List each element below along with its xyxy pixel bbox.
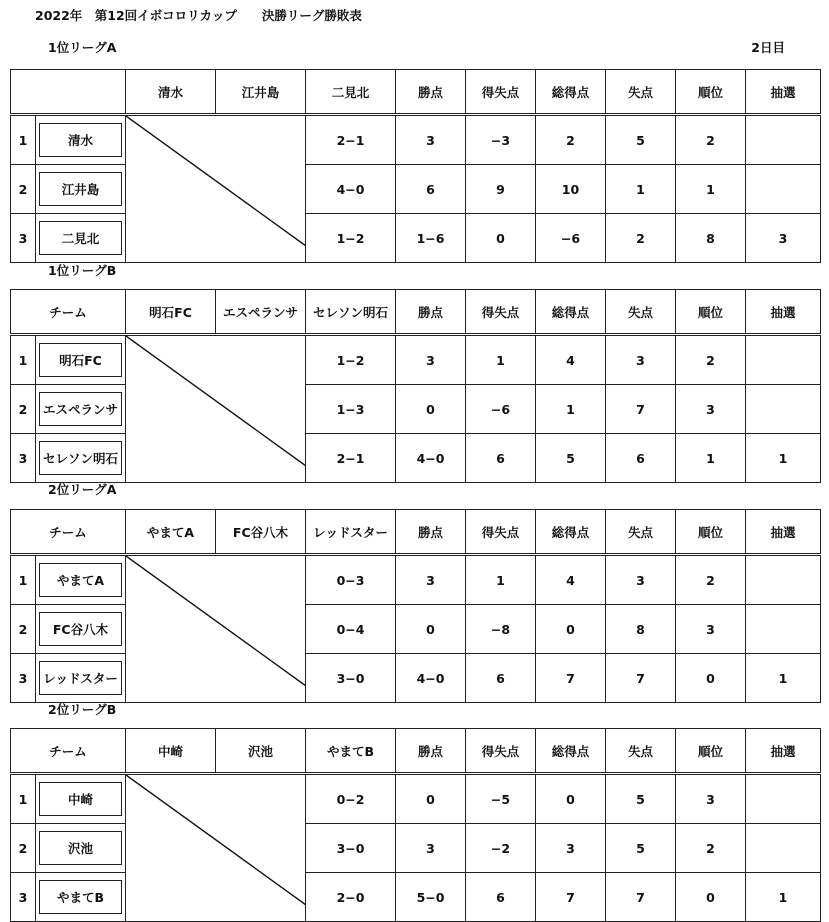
stat-value	[746, 774, 821, 824]
stat-value: 1	[466, 335, 536, 385]
match-result: 1−2	[306, 335, 396, 385]
stat-value: 3	[676, 385, 746, 434]
opponent-header: 沢池	[216, 729, 306, 774]
league-table	[10, 728, 821, 922]
match-result: 4−0	[396, 434, 466, 483]
team-cell	[36, 335, 126, 385]
stat-value: 2	[676, 115, 746, 165]
team-name: やまてB	[39, 880, 122, 914]
stat-value: 3	[536, 824, 606, 873]
stat-value: 5	[606, 824, 676, 873]
team-name: 中崎	[39, 782, 122, 816]
opponent-header: 二見北	[306, 70, 396, 115]
team-name: やまてA	[39, 563, 122, 597]
stat-value: 0	[676, 654, 746, 703]
stat-value: 9	[466, 165, 536, 214]
stat-header: 総得点	[536, 510, 606, 555]
team-name: 二見北	[39, 221, 122, 255]
stat-value: 6	[466, 654, 536, 703]
self-match-diagonal	[126, 115, 306, 263]
stat-value: 1	[746, 873, 821, 922]
match-result: 0−4	[306, 605, 396, 654]
corner-header: チーム	[11, 729, 126, 774]
team-cell	[36, 165, 126, 214]
match-result: 0−2	[306, 774, 396, 824]
team-name: レッドスター	[39, 661, 122, 695]
stat-header: 勝点	[396, 70, 466, 115]
row-number: 2	[11, 165, 36, 214]
stat-value: 8	[676, 214, 746, 263]
stat-header: 失点	[606, 729, 676, 774]
stat-value: 2	[536, 115, 606, 165]
stat-header: 抽選	[746, 510, 821, 555]
match-result: 2−0	[306, 873, 396, 922]
stat-value: 0	[396, 385, 466, 434]
match-result: 1−6	[396, 214, 466, 263]
stat-value: 1	[676, 434, 746, 483]
stat-value: 6	[396, 165, 466, 214]
team-row	[11, 115, 821, 165]
stat-header: 勝点	[396, 510, 466, 555]
corner-header: チーム	[11, 510, 126, 555]
match-result: 0−3	[306, 555, 396, 605]
stat-value: 1	[466, 555, 536, 605]
stat-value: 2	[676, 824, 746, 873]
stat-header: 順位	[676, 290, 746, 335]
team-cell	[36, 555, 126, 605]
stat-value: 3	[396, 115, 466, 165]
team-row	[11, 555, 821, 605]
team-cell	[36, 824, 126, 873]
stat-header: 順位	[676, 70, 746, 115]
opponent-header: 清水	[126, 70, 216, 115]
self-match-diagonal	[126, 335, 306, 483]
league-title: 2位リーグA	[48, 482, 117, 497]
stat-value: 1	[536, 385, 606, 434]
stat-value: 3	[606, 335, 676, 385]
stat-value: 5	[606, 774, 676, 824]
stat-value: 6	[466, 434, 536, 483]
row-number: 1	[11, 774, 36, 824]
stat-value: 0	[396, 774, 466, 824]
row-number: 3	[11, 654, 36, 703]
row-number: 3	[11, 434, 36, 483]
row-number: 3	[11, 214, 36, 263]
stat-header: 失点	[606, 70, 676, 115]
row-number: 3	[11, 873, 36, 922]
opponent-header: 江井島	[216, 70, 306, 115]
stat-value: 10	[536, 165, 606, 214]
stat-header: 失点	[606, 290, 676, 335]
stat-header: 得失点	[466, 290, 536, 335]
team-name: 清水	[39, 123, 122, 157]
stat-value: −6	[466, 385, 536, 434]
stat-value: 0	[536, 605, 606, 654]
match-result: 2−1	[306, 115, 396, 165]
header-row	[11, 729, 821, 774]
stat-value: 3	[396, 555, 466, 605]
stat-header: 総得点	[536, 290, 606, 335]
stat-value	[746, 385, 821, 434]
opponent-header: やまてA	[126, 510, 216, 555]
team-cell	[36, 873, 126, 922]
stat-header: 得失点	[466, 70, 536, 115]
stat-value: 0	[396, 605, 466, 654]
opponent-header: 中崎	[126, 729, 216, 774]
stat-value: 3	[396, 335, 466, 385]
match-result: 1−3	[306, 385, 396, 434]
stat-value: 6	[606, 434, 676, 483]
stat-value: −6	[536, 214, 606, 263]
league-table	[10, 509, 821, 703]
team-name: FC谷八木	[39, 612, 122, 646]
stat-value: 7	[536, 654, 606, 703]
team-row	[11, 774, 821, 824]
document-title: 2022年 第12回イボコロリカップ 決勝リーグ勝敗表	[35, 8, 362, 23]
stat-value: 7	[606, 385, 676, 434]
match-result: 3−0	[306, 824, 396, 873]
corner-header: チーム	[11, 290, 126, 335]
match-result: 1−2	[306, 214, 396, 263]
stat-value	[746, 555, 821, 605]
diagonal-line	[126, 775, 306, 905]
stat-value: 0	[676, 873, 746, 922]
stat-value: 1	[746, 434, 821, 483]
header-row	[11, 290, 821, 335]
stat-header: 抽選	[746, 290, 821, 335]
opponent-header: 明石FC	[126, 290, 216, 335]
stat-header: 得失点	[466, 729, 536, 774]
stat-header: 順位	[676, 729, 746, 774]
stat-header: 抽選	[746, 70, 821, 115]
stat-value	[746, 165, 821, 214]
stat-value: 7	[606, 654, 676, 703]
diagonal-line	[126, 556, 306, 686]
team-name: 江井島	[39, 172, 122, 206]
stat-value: 2	[676, 555, 746, 605]
match-result: 2−1	[306, 434, 396, 483]
stat-value	[746, 824, 821, 873]
stat-header: 抽選	[746, 729, 821, 774]
stat-header: 順位	[676, 510, 746, 555]
opponent-header: やまてB	[306, 729, 396, 774]
row-number: 2	[11, 824, 36, 873]
stat-value	[746, 605, 821, 654]
stat-value	[746, 115, 821, 165]
row-number: 2	[11, 385, 36, 434]
self-match-diagonal	[126, 774, 306, 922]
opponent-header: エスペランサ	[216, 290, 306, 335]
row-number: 1	[11, 555, 36, 605]
stat-value: 7	[606, 873, 676, 922]
stat-value: −3	[466, 115, 536, 165]
stat-header: 失点	[606, 510, 676, 555]
stat-value: 0	[466, 214, 536, 263]
team-cell	[36, 654, 126, 703]
match-result: 3−0	[306, 654, 396, 703]
league-title: 2位リーグB	[48, 702, 117, 717]
league-title: 1位リーグB	[48, 263, 117, 278]
corner-header	[11, 70, 126, 115]
stat-value: 8	[606, 605, 676, 654]
stat-value: 6	[466, 873, 536, 922]
stat-value: 1	[746, 654, 821, 703]
row-number: 2	[11, 605, 36, 654]
stat-value: 1	[676, 165, 746, 214]
opponent-header: レッドスター	[306, 510, 396, 555]
match-result: 4−0	[396, 654, 466, 703]
team-cell	[36, 385, 126, 434]
league-table	[10, 69, 821, 263]
team-name: 沢池	[39, 831, 122, 865]
day-label: 2日目	[751, 40, 785, 55]
stat-value: 5	[606, 115, 676, 165]
stat-value: −8	[466, 605, 536, 654]
stat-header: 勝点	[396, 290, 466, 335]
stat-value: 4	[536, 555, 606, 605]
stat-header: 得失点	[466, 510, 536, 555]
stat-value: −2	[466, 824, 536, 873]
team-cell	[36, 115, 126, 165]
stat-header: 総得点	[536, 70, 606, 115]
header-row	[11, 70, 821, 115]
stat-value	[746, 335, 821, 385]
diagonal-line	[126, 116, 306, 246]
opponent-header: FC谷八木	[216, 510, 306, 555]
stat-value: 0	[536, 774, 606, 824]
team-cell	[36, 774, 126, 824]
stat-header: 総得点	[536, 729, 606, 774]
stat-value: 3	[746, 214, 821, 263]
stat-value: 5	[536, 434, 606, 483]
header-row	[11, 510, 821, 555]
match-result: 4−0	[306, 165, 396, 214]
stat-value: 2	[606, 214, 676, 263]
stat-value: 2	[676, 335, 746, 385]
league-table	[10, 289, 821, 483]
row-number: 1	[11, 335, 36, 385]
team-cell	[36, 434, 126, 483]
stat-value: −5	[466, 774, 536, 824]
stat-value: 4	[536, 335, 606, 385]
team-name: セレソン明石	[39, 441, 122, 475]
stat-value: 3	[606, 555, 676, 605]
team-name: 明石FC	[39, 343, 122, 377]
team-cell	[36, 605, 126, 654]
team-name: エスペランサ	[39, 392, 122, 426]
stat-value: 3	[676, 605, 746, 654]
opponent-header: セレソン明石	[306, 290, 396, 335]
team-cell	[36, 214, 126, 263]
team-row	[11, 335, 821, 385]
self-match-diagonal	[126, 555, 306, 703]
diagonal-line	[126, 336, 306, 466]
stat-header: 勝点	[396, 729, 466, 774]
league-title: 1位リーグA	[48, 40, 117, 55]
stat-value: 7	[536, 873, 606, 922]
stat-value: 3	[676, 774, 746, 824]
row-number: 1	[11, 115, 36, 165]
stat-value: 3	[396, 824, 466, 873]
match-result: 5−0	[396, 873, 466, 922]
stat-value: 1	[606, 165, 676, 214]
